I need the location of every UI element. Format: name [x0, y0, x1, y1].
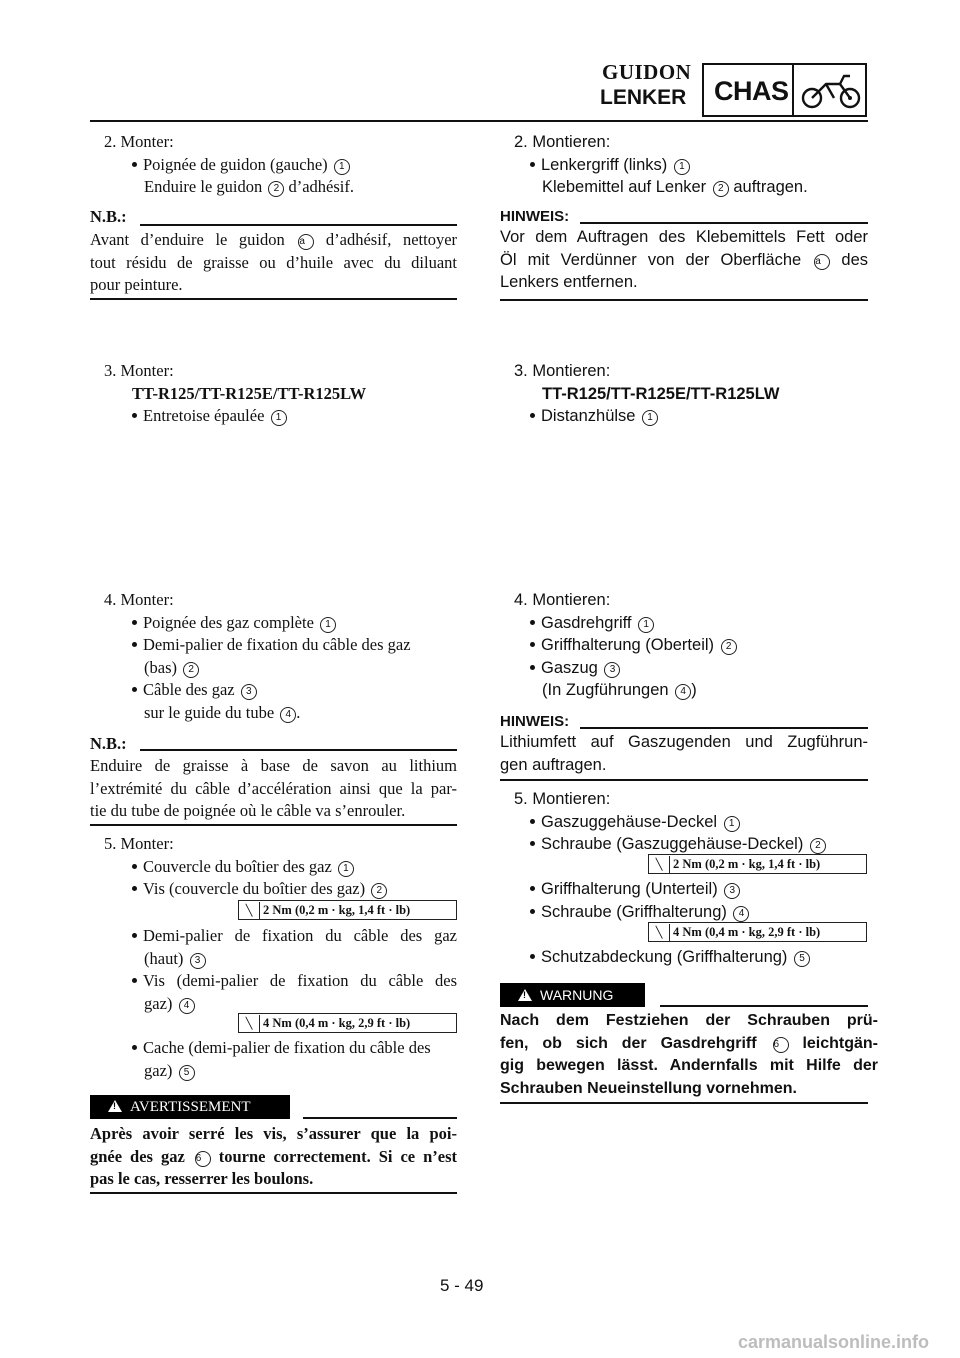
- bullet-icon: [530, 162, 535, 167]
- fr-warning-text: Après avoir serré les vis, s’assurer que la poi- gnée des gaz 6 tourne correctement. Si ce n’est pas le cas, resserrer les boulons.: [90, 1124, 457, 1188]
- bullet-icon: [132, 413, 137, 418]
- fr-note2-text: Enduire de graisse à base de savon au lithium l’extrémité du câble d’accélération ainsi que la par- tie du tube de poignée où le câble va s’enrouler.: [90, 756, 457, 820]
- watermark: carmanualsonline.info: [738, 1332, 930, 1352]
- section-badge: [702, 63, 867, 117]
- de-torque-spec-2: ╲ 4 Nm (0,4 m · kg, 2,9 ft · lb): [648, 922, 867, 942]
- de-note2-end-rule: [500, 779, 868, 781]
- de-warning-text: Nach dem Festziehen der Schrauben prü- fen, ob sich der Gasdrehgriff 6 leichtgän- gig bewegen lässt. Andernfalls mit Hilfe der Schrauben Neueinstellung vornehmen.: [500, 1012, 878, 1097]
- de-step5-bottom: Schutzabdeckung (Griffhalterung) 5: [500, 946, 868, 969]
- de-note1-text: Vor dem Auftragen des Klebemittels Fett oder Öl mit Verdünner von der Oberfläche a des Lenkers entfernen.: [500, 228, 868, 291]
- warning-icon: [518, 989, 532, 1001]
- fr-step5-mid: Demi-palier de fixation du câble des gaz (haut) 3 Vis (demi-palier de fixation du câble des gaz) 4: [90, 925, 457, 1015]
- bullet-icon: [132, 162, 137, 167]
- warning-icon: [108, 1100, 122, 1112]
- fr-note2-label: N.B.:: [90, 734, 127, 753]
- wrench-icon: ╲: [239, 902, 260, 920]
- fr-note1-end-rule: [90, 298, 457, 300]
- wrench-icon: ╲: [649, 924, 670, 942]
- de-step2: 2. Montieren: Lenkergriff (links) 1 Klebemittel auf Lenker 2 auftragen.: [514, 133, 808, 196]
- fr-torque-spec-2: ╲ 4 Nm (0,4 m · kg, 2,9 ft · lb): [238, 1013, 457, 1033]
- bullet-icon: [530, 909, 535, 914]
- fr-step2: 2. Monter: Poignée de guidon (gauche) 1 Enduire le guidon 2 d’adhésif.: [104, 132, 355, 196]
- bullet-icon: [132, 687, 137, 692]
- bullet-icon: [132, 642, 137, 647]
- wrench-icon: ╲: [649, 856, 670, 874]
- fr-step5-top: 5. Monter: Couvercle du boîtier des gaz 1 Vis (couvercle du boîtier des gaz) 2: [90, 833, 457, 901]
- bullet-icon: [132, 933, 137, 938]
- bullet-icon: [530, 642, 535, 647]
- bullet-icon: [132, 1045, 137, 1050]
- fr-note2-rule: [140, 749, 457, 751]
- fr-torque-spec-1: ╲ 2 Nm (0,2 m · kg, 1,4 ft · lb): [238, 900, 457, 920]
- bullet-icon: [530, 819, 535, 824]
- de-note2-label: HINWEIS:: [500, 713, 570, 730]
- fr-step4: 4. Monter: Poignée des gaz complète 1 Demi-palier de fixation du câble des gaz (bas) 2 Câble des gaz 3 sur le guide du tube 4 .: [104, 590, 411, 722]
- fr-warning-rule: [303, 1117, 457, 1119]
- bullet-icon: [132, 978, 137, 983]
- de-note1-rule: [580, 222, 868, 224]
- wrench-icon: ╲: [239, 1015, 260, 1033]
- header-title-de: LENKER: [600, 86, 687, 109]
- de-warning-label: !WARNUNG: [500, 983, 645, 1007]
- bullet-icon: [132, 864, 137, 869]
- section-code: CHAS: [714, 76, 789, 106]
- fr-note2-end-rule: [90, 824, 457, 826]
- bullet-icon: [530, 886, 535, 891]
- bullet-icon: [530, 954, 535, 959]
- de-step3: 3. Montieren: TT-R125/TT-R125E/TT-R125LW Distanzhülse 1: [514, 362, 780, 425]
- bullet-icon: [132, 886, 137, 891]
- de-note2-rule: [580, 727, 868, 729]
- de-warning-end-rule: [500, 1102, 868, 1104]
- fr-step3: 3. Monter: TT-R125/TT-R125E/TT-R125LW Entretoise épaulée 1: [104, 361, 367, 425]
- de-note1-end-rule: [500, 299, 868, 301]
- bullet-icon: [530, 620, 535, 625]
- fr-note1-label: N.B.:: [90, 207, 127, 226]
- bullet-icon: [530, 413, 535, 418]
- de-torque-spec-1: ╲ 2 Nm (0,2 m · kg, 1,4 ft · lb): [648, 854, 867, 874]
- section-divider: [792, 65, 794, 115]
- bullet-icon: [530, 841, 535, 846]
- motorcycle-icon: [800, 72, 862, 110]
- de-step5-top: 5. Montieren: Gaszuggehäuse-Deckel 1 Schraube (Gaszuggehäuse-Deckel) 2: [500, 788, 868, 856]
- page-number: 5 - 49: [440, 1276, 484, 1295]
- fr-step5-bottom: Cache (demi-palier de fixation du câble des gaz) 5: [90, 1037, 457, 1082]
- fr-warning-end-rule: [90, 1192, 457, 1194]
- fr-note1-rule: [140, 224, 457, 226]
- de-note1-label: HINWEIS:: [500, 208, 570, 225]
- de-step5-mid: Griffhalterung (Unterteil) 3 Schraube (Griffhalterung) 4: [500, 878, 868, 923]
- header-rule: [90, 120, 868, 122]
- de-step4: 4. Montieren: Gasdrehgriff 1 Griffhalterung (Oberteil) 2 Gaszug 3 (In Zugführungen 4 ): [500, 589, 868, 702]
- header-title-fr: GUIDON: [602, 60, 692, 84]
- fr-warning-label: !AVERTISSEMENT: [90, 1095, 290, 1119]
- de-note2-text: Lithiumfett auf Gaszugenden und Zugführun- gen auftragen.: [500, 733, 868, 774]
- de-warning-rule: [660, 1005, 868, 1007]
- bullet-icon: [132, 620, 137, 625]
- bullet-icon: [530, 665, 535, 670]
- fr-note1-text: Avant d’enduire le guidon a d’adhésif, nettoyer tout résidu de graisse ou d’huile avec du diluant pour peinture.: [90, 230, 458, 294]
